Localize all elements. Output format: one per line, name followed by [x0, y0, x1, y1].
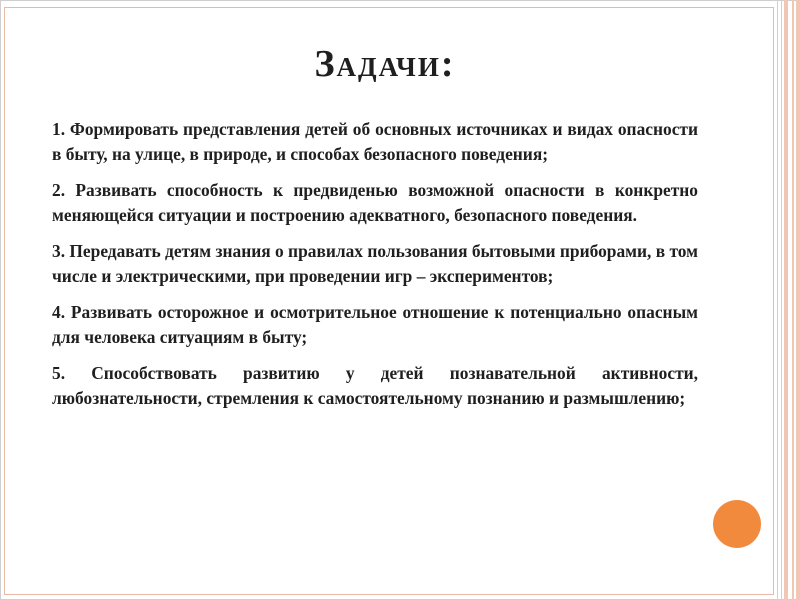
task-list [52, 117, 698, 422]
stripe-3 [784, 0, 788, 600]
task-item-2: 2. Развивать способность к предвиденью возможной опасности в конкретно меняющейся ситуации и построению адекватного, безопасного поведения. [52, 180, 698, 225]
task-item-1: 1. Формировать представления детей об основных источниках и видах опасности в быту, на улице, в природе, и способах безопасного поведения; [52, 119, 698, 164]
stripe-2 [781, 0, 783, 600]
task-item-4: 4. Развивать осторожное и осмотрительное отношение к потенциально опасным для человека ситуациям в быту; [52, 302, 698, 347]
stripe-1 [777, 0, 779, 600]
stripe-4 [792, 0, 794, 600]
task-item-5: 5. Способствовать развитию у детей познавательной активности, любознательности, стремления к самостоятельному познанию и размышлению; [52, 363, 698, 408]
slide-title: Задачи: [314, 43, 456, 85]
stripe-5 [796, 0, 800, 600]
decorative-stripes [772, 0, 800, 600]
orange-circle-decoration [713, 500, 761, 548]
task-item-3: 3. Передавать детям знания о правилах пользования бытовыми приборами, в том числе и электрическими, при проведении игр – экспериментов; [52, 241, 698, 286]
